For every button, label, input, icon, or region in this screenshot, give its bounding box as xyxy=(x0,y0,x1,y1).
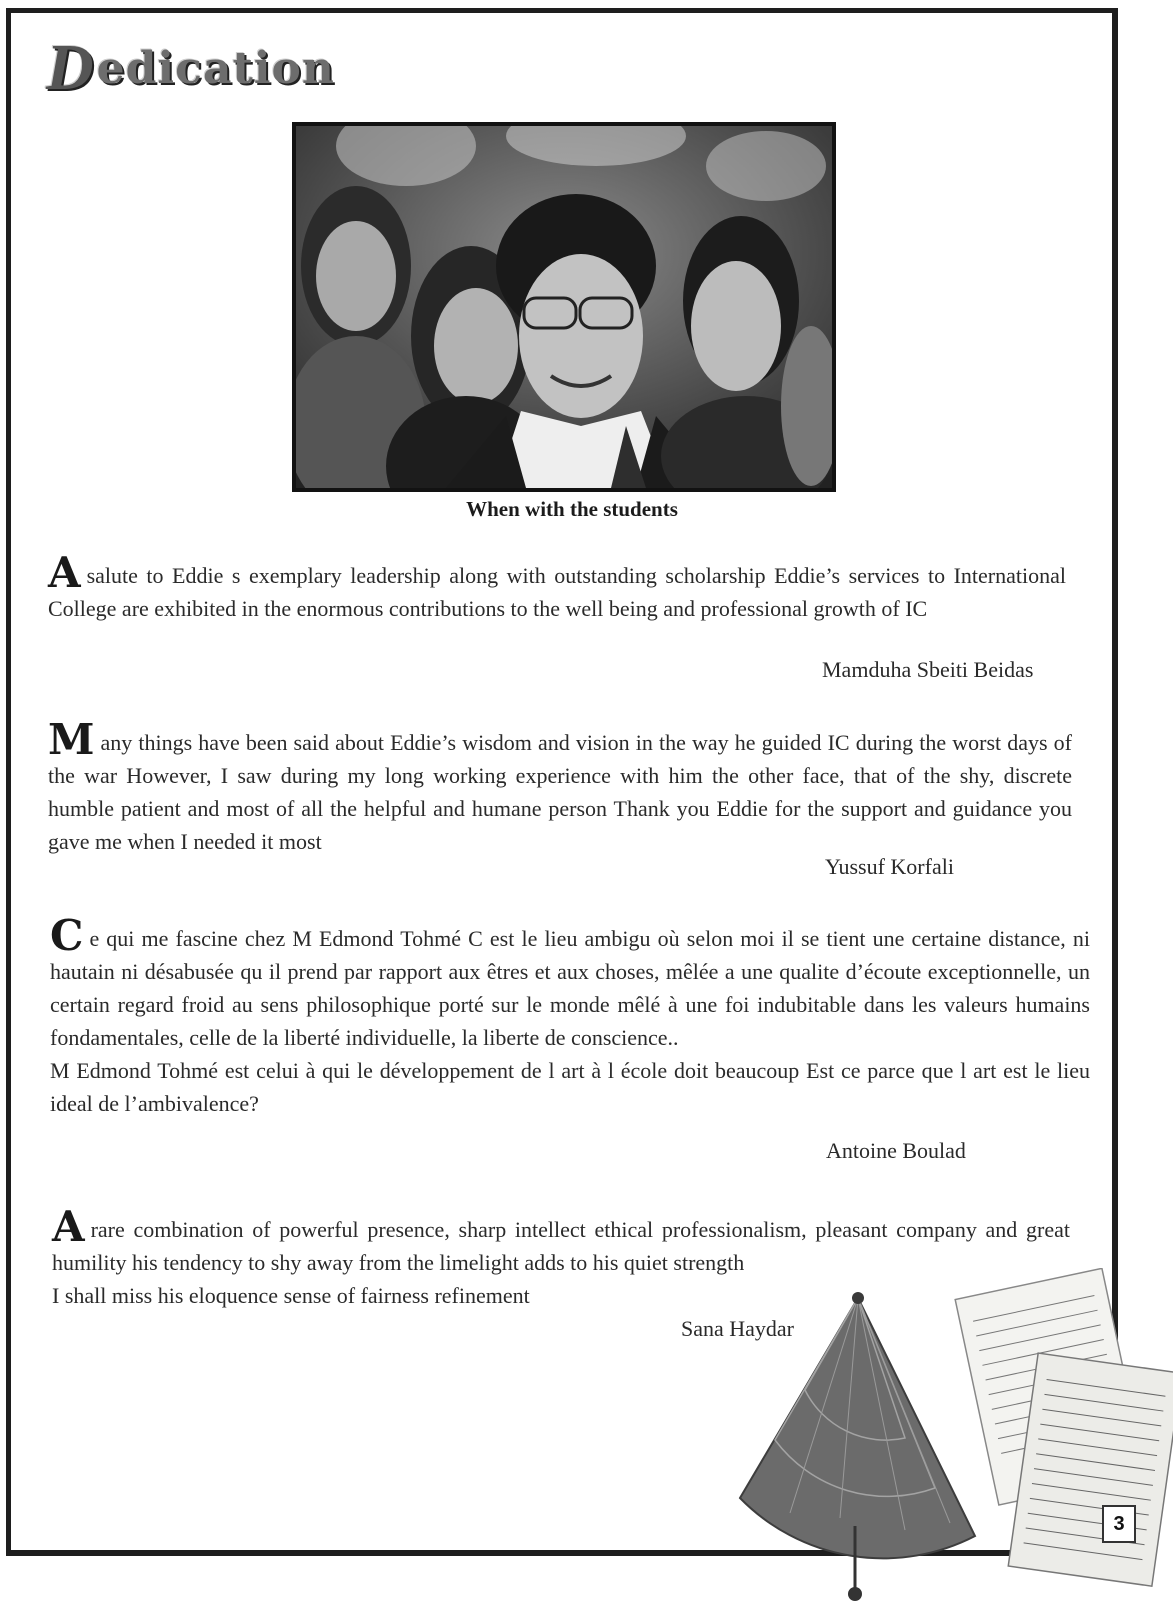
dedication-4-author: Sana Haydar xyxy=(681,1316,795,1341)
dedication-2-text xyxy=(48,715,1072,858)
photo-caption: When with the students xyxy=(466,497,678,521)
dedication-3-author: Antoine Boulad xyxy=(826,1138,966,1163)
drop-cap: A xyxy=(48,548,81,597)
astrolabe-icon xyxy=(720,1268,1173,1604)
dedication-1-text xyxy=(48,548,1066,625)
dedication-body: any things have been said about Eddie’s wisdom and vision in the way he guided IC during the worst days of the war However, I saw during my long working experience with him the other face, that of the shy, discrete humble patient and most of all the helpful and humane person Thank you Eddie for the support and guidance you gave me when I needed it most xyxy=(48,730,1072,854)
dedication-2-author: Yussuf Korfali xyxy=(825,854,954,879)
dedication-1-author: Mamduha Sbeiti Beidas xyxy=(822,657,1034,682)
dedication-body-2: M Edmond Tohmé est celui à qui le développement de l art à l école doit beaucoup Est ce parce que l art est le lieu ideal de l’ambivalence? xyxy=(50,1058,1090,1116)
title-rest: edication xyxy=(96,43,335,94)
drop-cap: A xyxy=(52,1202,85,1251)
drop-cap: M xyxy=(48,715,95,764)
dedication-body: e qui me fascine chez M Edmond Tohmé C est le lieu ambigu où selon moi il se tient une certaine distance, ni hautain ni désabusée qu il prend par rapport aux êtres et aux choses, mêlée a une qualite d’écoute exceptionnelle, un certain regard froid au sens philosophique porté sur le monde mêlé à une foi indubitable dans les valeurs humains fondamentales, celle de la liberté individuelle, la liberte de conscience.. xyxy=(50,926,1090,1050)
dedication-body: rare combination of powerful presence, sharp intellect ethical professionalism, pleasant company and great humility his tendency to shy away from the limelight adds to his quiet strength xyxy=(52,1217,1070,1275)
page-number: 3 xyxy=(1102,1505,1136,1543)
page-title xyxy=(46,30,335,106)
drop-cap: C xyxy=(50,911,84,960)
dedication-body: salute to Eddie s exemplary leadership along with outstanding scholarship Eddie’s services to International College are exhibited in the enormous contributions to the well being and professional growth of IC xyxy=(48,563,1066,621)
title-initial: D xyxy=(46,31,95,104)
students-photo xyxy=(292,122,836,492)
dedication-3-text xyxy=(50,911,1090,1120)
photo-illustration xyxy=(296,126,832,488)
astrolabe-manuscript-illustration xyxy=(720,1268,1173,1604)
dedication-body-2: I shall miss his eloquence sense of fairness refinement xyxy=(52,1283,530,1308)
